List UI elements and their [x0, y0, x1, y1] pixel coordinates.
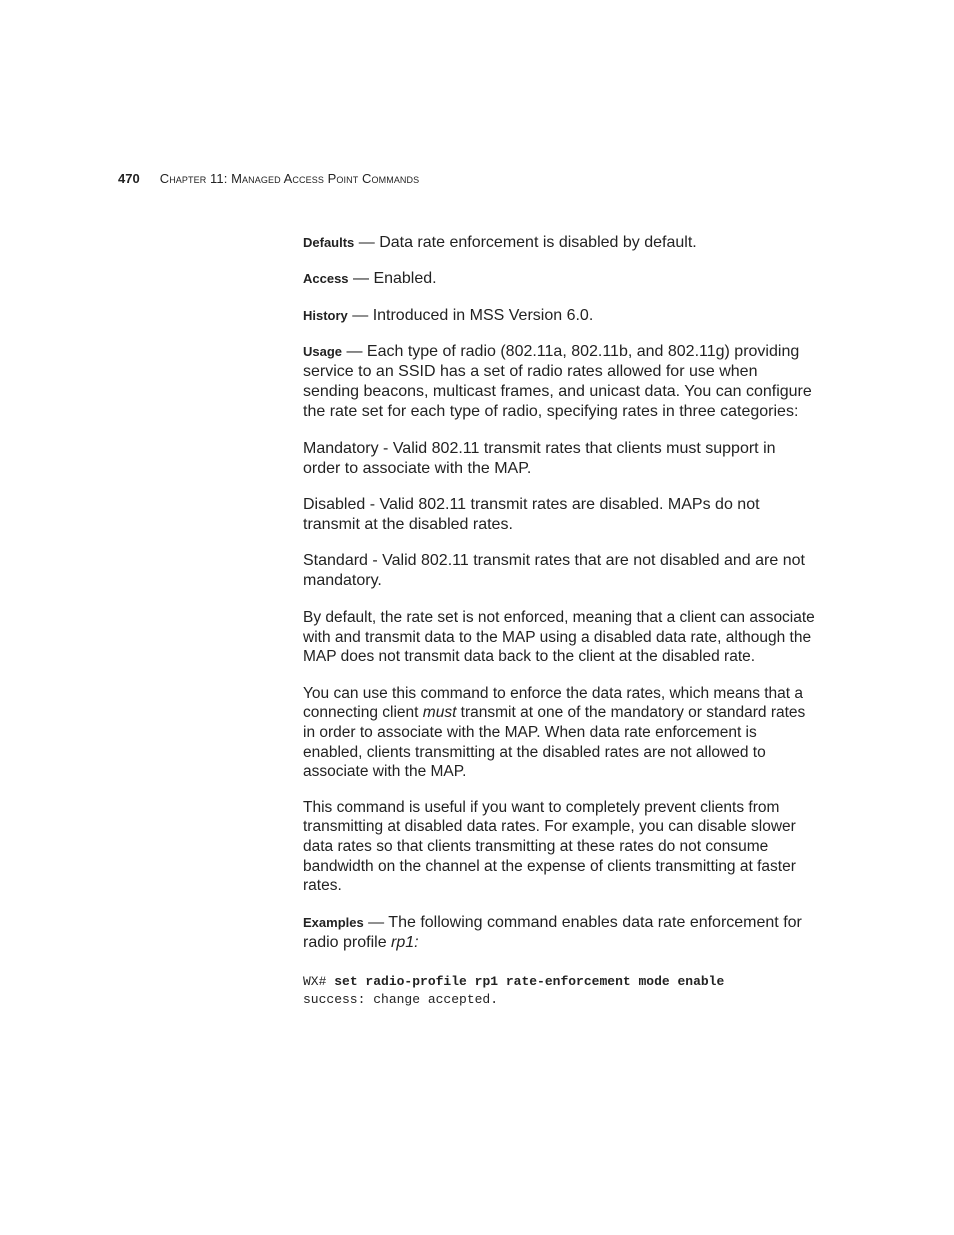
code-block [303, 973, 815, 1009]
defaults-paragraph [303, 233, 815, 253]
usage-text: — Each type of radio (802.11a, 802.11b, and 802.11g) providing service to an SSID has a set of radio rates allowed for use when sending beacons, multicast frames, and unicast data. You can configure the rate set for each type of radio, specifying rates in three categories: [303, 343, 812, 420]
usage-label: Usage [303, 344, 343, 359]
chapter-title: Chapter 11: Managed Access Point Commands [159, 171, 420, 186]
category-standard: Standard - Valid 802.11 transmit rates that are not disabled and are not mandatory. [303, 552, 805, 589]
access-label: Access [303, 271, 349, 286]
page-number: 470 [118, 171, 140, 186]
access-text: — Enabled. [348, 270, 437, 287]
main-content [303, 233, 815, 1009]
access-paragraph [303, 269, 815, 289]
enforce-text-after: transmit at one of the mandatory or standard rates in order to associate with the MAP. When data rate enforcement is enabled, clients transmitting at the disabled rates are not allowed to associate with the MAP. [303, 704, 806, 781]
history-text: — Introduced in MSS Version 6.0. [347, 307, 594, 324]
category-disabled: Disabled - Valid 802.11 transmit rates are disabled. MAPs do not transmit at the disabled rates. [303, 496, 760, 533]
default-behavior-paragraph: By default, the rate set is not enforced, meaning that a client can associate with and transmit data to the MAP using a disabled data rate, although the MAP does not transmit data back to the client at the disabled rate. [303, 609, 815, 666]
page-header [118, 171, 419, 186]
defaults-label: Defaults [303, 235, 355, 250]
enforce-text-before: You can use this command to enforce the data rates, which means that a connecting client [303, 684, 804, 722]
code-command: set radio-profile rp1 rate-enforcement mode enable [334, 973, 725, 989]
defaults-text: — Data rate enforcement is disabled by default. [354, 234, 697, 251]
enforce-paragraph [303, 684, 815, 782]
category-mandatory: Mandatory - Valid 802.11 transmit rates that clients must support in order to associate with the MAP. [303, 440, 776, 477]
enforce-emphasis: must [422, 704, 457, 722]
history-label: History [303, 308, 348, 323]
history-paragraph [303, 306, 815, 326]
code-prompt: WX# [303, 973, 335, 989]
useful-paragraph: This command is useful if you want to completely prevent clients from transmitting at disabled data rates. For example, you can disable slower data rates so that clients transmitting at these rates do not consume bandwidth on the channel at the expense of clients transmitting at faster rates. [303, 798, 796, 895]
examples-profile: rp1: [391, 933, 419, 951]
examples-text: — The following command enables data rate enforcement for radio profile [303, 913, 802, 951]
examples-label: Examples [303, 914, 364, 930]
examples-paragraph [303, 913, 815, 953]
code-output: success: change accepted. [303, 991, 499, 1007]
usage-paragraph [303, 342, 815, 422]
